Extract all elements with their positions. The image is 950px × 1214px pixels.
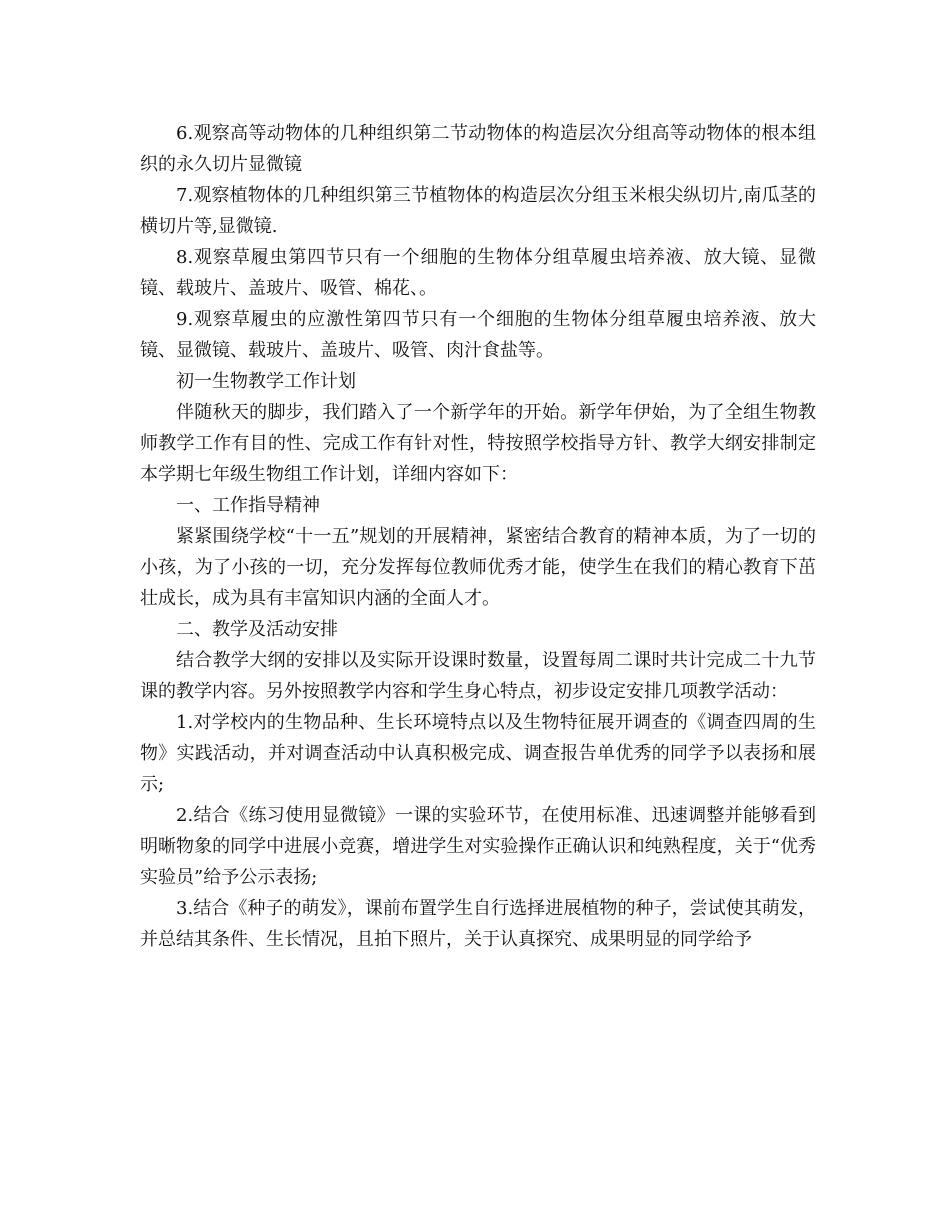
paragraph-guiding-spirit: 紧紧围绕学校“十一五”规划的开展精神，紧密结合教育的精神本质，为了一切的小孩，为了小孩的一切，充分发挥每位教师优秀才能，使学生在我们的精心教育下茁壮成长，成为具有丰富知识内涵的全面人才。 xyxy=(140,526,816,609)
section-heading-teaching-activities: 二、教学及活动安排 xyxy=(176,619,338,640)
section-heading-guiding-spirit: 一、工作指导精神 xyxy=(176,495,320,516)
paragraph-experiment-7: 7.观察植物体的几种组织第三节植物体的构造层次分组玉米根尖纵切片,南瓜茎的横切片等,显微镜. xyxy=(140,185,816,237)
paragraph-activity-1: 1.对学校内的生物品种、生长环境特点以及生物特征展开调查的《调查四周的生物》实践活动，并对调查活动中认真积极完成、调查报告单优秀的同学予以表扬和展示; xyxy=(140,712,816,795)
paragraph-experiment-6: 6.观察高等动物体的几种组织第二节动物体的构造层次分组高等动物体的根本组织的永久切片显微镜 xyxy=(140,123,816,175)
paragraph-activity-3: 3.结合《种子的萌发》，课前布置学生自行选择进展植物的种子，尝试使其萌发，并总结其条件、生长情况，且拍下照片，关于认真探究、成果明显的同学给予 xyxy=(140,898,816,950)
paragraph-teaching-schedule: 结合教学大纲的安排以及实际开设课时数量，设置每周二课时共计完成二十九节课的教学内容。另外按照教学内容和学生身心特点，初步设定安排几项教学活动： xyxy=(140,650,816,702)
section-heading-plan-title: 初一生物教学工作计划 xyxy=(176,371,356,392)
paragraph-activity-2: 2.结合《练习使用显微镜》一课的实验环节，在使用标准、迅速调整并能够看到明晰物象的同学中进展小竞赛，增进学生对实验操作正确认识和纯熟程度，关于“优秀实验员”给予公示表扬; xyxy=(140,805,816,888)
document-body xyxy=(140,118,816,955)
paragraph-experiment-9: 9.观察草履虫的应激性第四节只有一个细胞的生物体分组草履虫培养液、放大镜、显微镜、载玻片、盖玻片、吸管、肉汁食盐等。 xyxy=(140,309,816,361)
paragraph-intro: 伴随秋天的脚步，我们踏入了一个新学年的开始。新学年伊始，为了全组生物教师教学工作有目的性、完成工作有针对性，特按照学校指导方针、教学大纲安排制定本学期七年级生物组工作计划，详细内容如下： xyxy=(140,402,816,485)
paragraph-experiment-8: 8.观察草履虫第四节只有一个细胞的生物体分组草履虫培养液、放大镜、显微镜、载玻片、盖玻片、吸管、棉花、。 xyxy=(140,247,816,299)
